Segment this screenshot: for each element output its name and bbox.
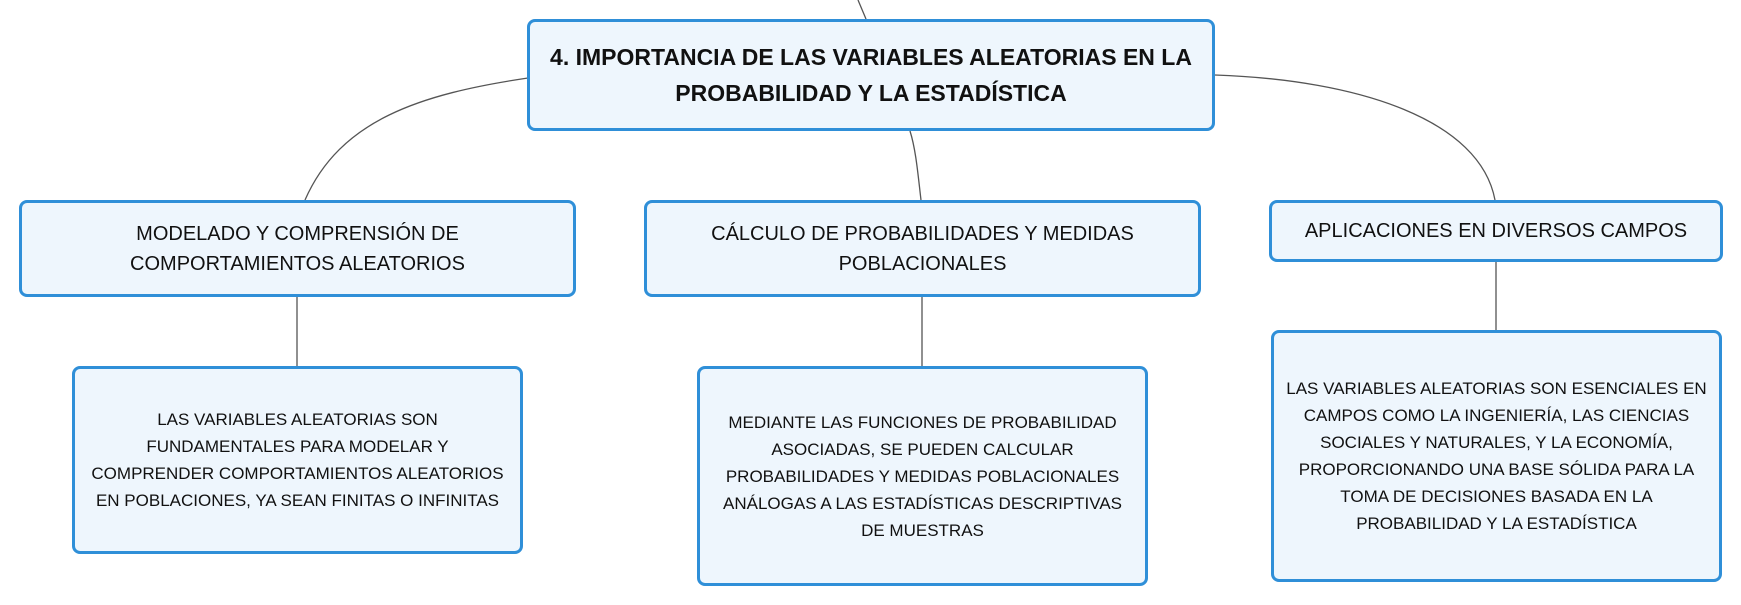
connector-root-to-branch-2 [910,131,921,200]
root-topic-title: 4. IMPORTANCIA DE LAS VARIABLES ALEATORIAS EN LA PROBABILIDAD Y LA ESTADÍSTICA [550,44,1192,106]
branch-modelado-node[interactable] [19,200,576,297]
detail-aplicaciones-text: LAS VARIABLES ALEATORIAS SON ESENCIALES EN CAMPOS COMO LA INGENIERÍA, LAS CIENCIAS SOCIALES Y NATURALES, Y LA ECONOMÍA, PROPORCIONANDO UNA BASE SÓLIDA PARA LA TOMA DE DECISIONES BASADA EN LA PROBABILIDAD Y LA ESTADÍSTICA [1286,379,1707,533]
branch-aplicaciones-label: APLICACIONES EN DIVERSOS CAMPOS [1304,220,1688,242]
detail-modelado-text: LAS VARIABLES ALEATORIAS SON FUNDAMENTALES PARA MODELAR Y COMPRENDER COMPORTAMIENTOS ALEATORIOS EN POBLACIONES, YA SEAN FINITAS O INFINITAS [91,410,504,510]
detail-calculo-node[interactable] [697,366,1148,586]
branch-modelado-label: MODELADO Y COMPRENSIÓN DE COMPORTAMIENTOS ALEATORIOS [130,222,465,275]
detail-aplicaciones-node[interactable] [1271,330,1722,582]
connector-root-to-branch-1 [305,78,528,200]
branch-aplicaciones-node[interactable] [1269,200,1723,262]
detail-calculo-text: MEDIANTE LAS FUNCIONES DE PROBABILIDAD ASOCIADAS, SE PUEDEN CALCULAR PROBABILIDADES Y MEDIDAS POBLACIONALES ANÁLOGAS A LAS ESTADÍSTICAS DESCRIPTIVAS DE MUESTRAS [723,412,1122,540]
branch-calculo-node[interactable] [644,200,1201,297]
branch-calculo-label: CÁLCULO DE PROBABILIDADES Y MEDIDAS POBLACIONALES [711,222,1134,275]
detail-modelado-node[interactable] [72,366,523,554]
root-topic-node[interactable] [527,19,1215,131]
connector-parent-to-root [858,0,866,19]
connector-root-to-branch-3 [1215,75,1495,200]
